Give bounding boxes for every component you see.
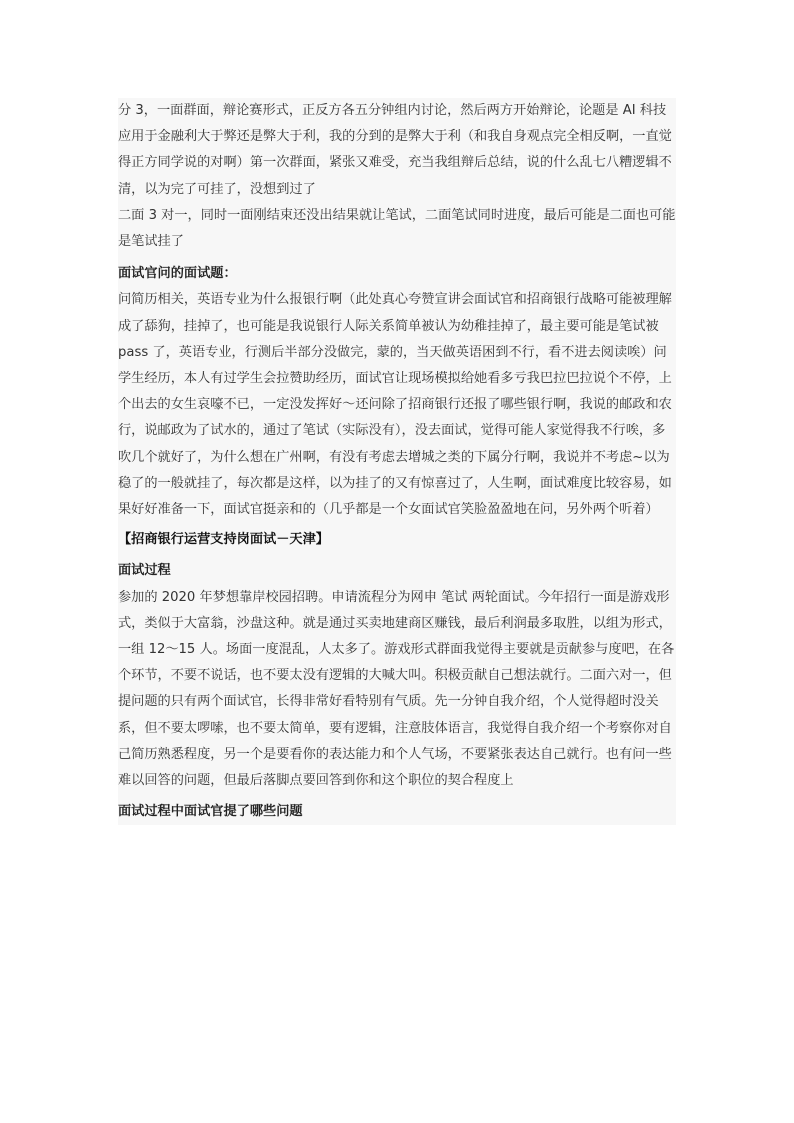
heading-interview-questions-asked: 面试过程中面试官提了哪些问题	[118, 799, 676, 825]
paragraph-second-interview: 二面 3 对一，同时一面刚结束还没出结果就让笔试，二面笔试同时进度，最后可能是二面也可能是笔试挂了	[118, 207, 676, 250]
heading-interview-questions: 面试官问的面试题：	[118, 261, 676, 287]
paragraph-interview-questions: 问简历相关，英语专业为什么报银行啊（此处真心夸赞宣讲会面试官和招商银行战略可能被理解成了舔狗，挂掉了，也可能是我说银行人际关系简单被认为幼稚挂掉了，最主要可能是笔试被 pass 了，英语专业，行测后半部分没做完，蒙的，当天做英语困到不行，看不进去阅读唉）问学生经历，本人有过学生会拉赞助经历，面试官让现场模拟给她看多亏我巴拉巴拉说个不停，上个出去的女生哀嚎不已，一定没发挥好～还问除了招商银行还报了哪些银行啊，我说的邮政和农行，说邮政为了试水的，通过了笔试（实际没有），没去面试，觉得可能人家觉得我不行唉，多吹几个就好了，为什么想在广州啊，有没有考虑去增城之类的下属分行啊，我说并不考虑~以为稳了的一般就挂了，每次都是这样，以为挂了的又有惊喜过了，人生啊，面试难度比较容易，如果好好准备一下，面试官挺亲和的（几乎都是一个女面试官笑脸盈盈地在问，另外两个听着）	[118, 292, 672, 518]
section-group-interview	[118, 98, 676, 255]
section-cmb-tianjin	[118, 527, 676, 825]
section-interview-questions	[118, 261, 676, 523]
paragraph-group-interview: 分 3，一面群面，辩论赛形式，正反方各五分钟组内讨论，然后两方开始辩论，论题是 AI 科技应用于金融利大于弊还是弊大于利，我的分到的是弊大于利（和我自身观点完全相反啊，一直觉得正方同学说的对啊）第一次群面，紧张又难受，充当我组辩后总结，说的什么乱七八糟逻辑不清，以为完了可挂了，没想到过了	[118, 103, 672, 197]
heading-interview-process: 面试过程	[118, 558, 676, 584]
section-title-cmb-tianjin: 【招商银行运营支持岗面试－天津】	[118, 527, 676, 553]
document-content	[118, 98, 676, 825]
paragraph-interview-process: 参加的 2020 年梦想靠岸校园招聘。申请流程分为网申 笔试 两轮面试。今年招行一面是游戏形式，类似于大富翁，沙盘这种。就是通过买卖地建商区赚钱，最后利润最多取胜，以组为形式，一组 12～15 人。场面一度混乱，人太多了。游戏形式群面我觉得主要就是贡献参与度吧，在各个环节，不要不说话，也不要太没有逻辑的大喊大叫。积极贡献自己想法就行。二面六对一，但提问题的只有两个面试官，长得非常好看特别有气质。先一分钟自我介绍，个人觉得超时没关系，但不要太啰嗦，也不要太简单，要有逻辑，注意肢体语言，我觉得自我介绍一个考察你对自己简历熟悉程度，另一个是要看你的表达能力和个人气场，不要紧张表达自己就行。也有问一些难以回答的问题，但最后落脚点要回答到你和这个职位的契合程度上	[118, 589, 675, 789]
